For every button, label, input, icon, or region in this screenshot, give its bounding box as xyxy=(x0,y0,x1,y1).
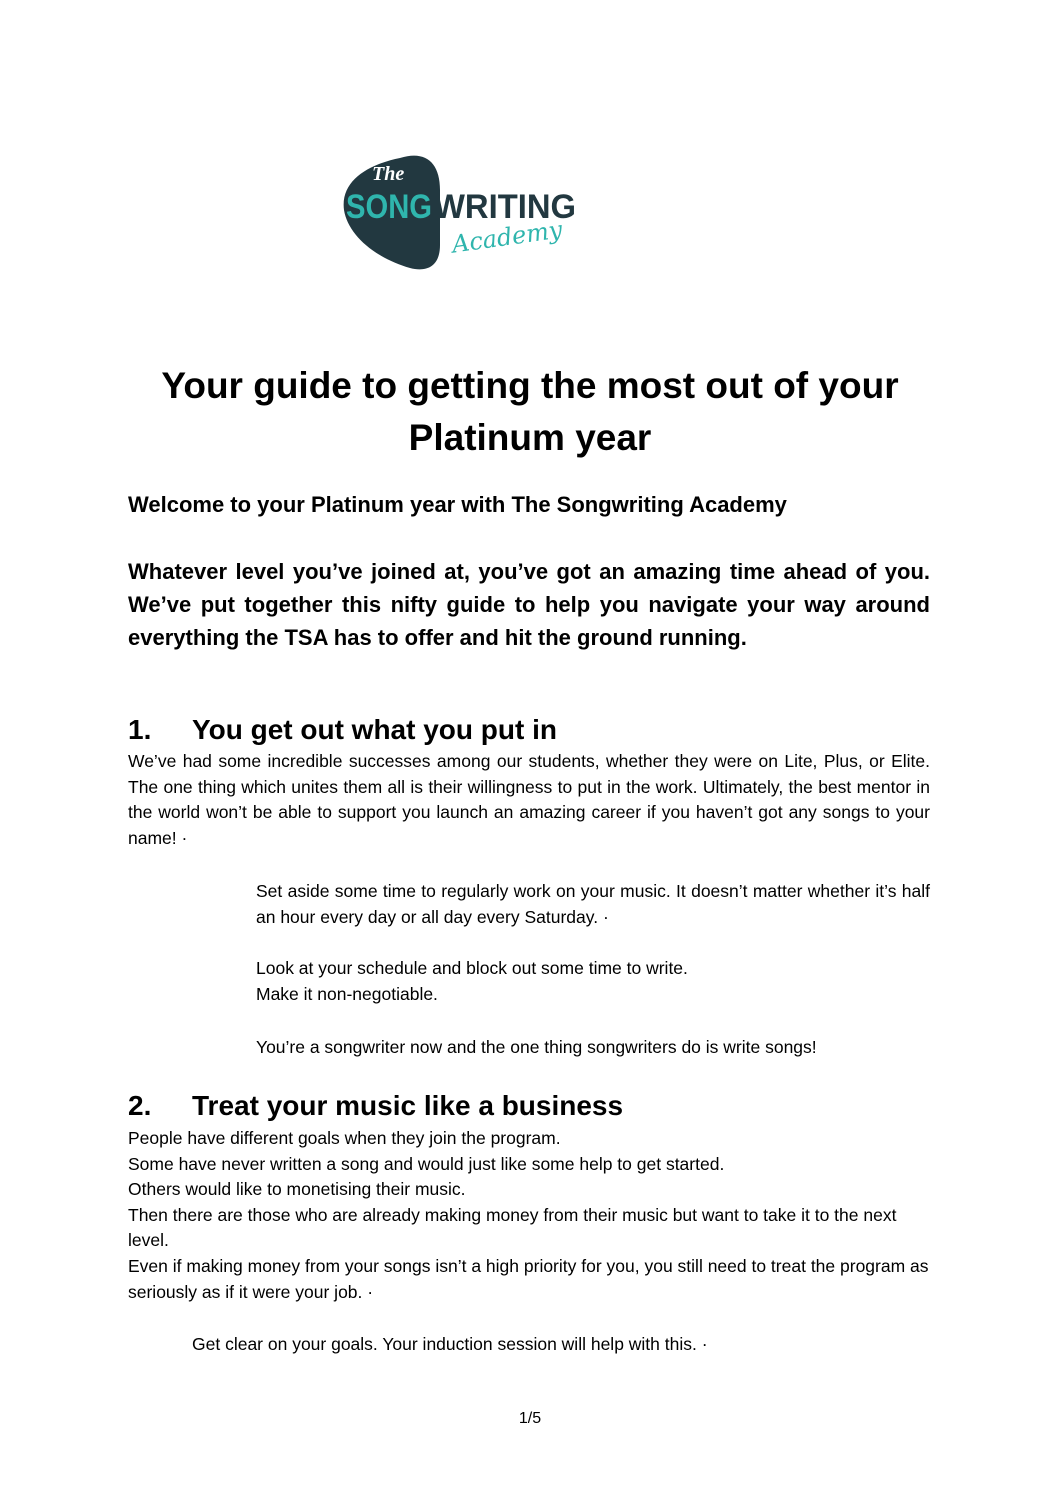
section-2-line: People have different goals when they join the program. xyxy=(128,1128,561,1148)
logo-the-text: The xyxy=(372,163,405,185)
page-number: 1/5 xyxy=(518,1410,542,1427)
section-1-heading xyxy=(128,713,557,747)
logo-writing-text: WRITING xyxy=(434,188,576,226)
songwriting-academy-logo xyxy=(340,150,590,275)
logo-badge-icon xyxy=(340,150,590,275)
section-1-number: 1. xyxy=(128,714,152,745)
section-2-line: Even if making money from your songs isn’t a high priority for you, you still need to treat the program as seriously as if it were your job. · xyxy=(128,1255,929,1302)
title-line-2: Platinum year xyxy=(408,417,652,458)
title-line-1: Your guide to getting the most out of your xyxy=(161,365,899,406)
welcome-line: Welcome to your Platinum year with The Songwriting Academy xyxy=(128,492,787,517)
section-2-title: Treat your music like a business xyxy=(192,1090,624,1121)
section-1-body: We’ve had some incredible successes among our students, whether they were on Lite, Plus, or Elite. The one thing which unites them all is their willingness to put in the work. Ultimately, the best mentor in the world won’t be able to support you launch an amazing career if you haven’t got any songs to your name! · xyxy=(128,751,930,848)
section-1-tip-1: Set aside some time to regularly work on your music. It doesn’t matter whether it’s half an hour every day or all day every Saturday. · xyxy=(256,881,930,927)
logo-song-text: SONG xyxy=(346,188,432,226)
section-1-tip-2-line-2: Make it non-negotiable. xyxy=(256,984,438,1004)
section-2-line: Then there are those who are already making money from their music but want to take it to the next level. xyxy=(128,1204,897,1251)
logo-academy-text: Academy xyxy=(450,215,565,259)
document-title xyxy=(100,360,960,464)
section-2-body xyxy=(128,1126,930,1305)
section-1-tip-3: You’re a songwriter now and the one thing songwriters do is write songs! xyxy=(256,1037,817,1057)
section-2-line: Others would like to monetising their music. xyxy=(128,1179,466,1200)
section-2-tip-1: Get clear on your goals. Your induction session will help with this. · xyxy=(192,1334,708,1354)
section-2-number: 2. xyxy=(128,1090,152,1121)
section-2-line: Some have never written a song and would just like some help to get started. xyxy=(128,1153,725,1174)
intro-paragraph: Whatever level you’ve joined at, you’ve got an amazing time ahead of you. We’ve put together this nifty guide to help you navigate your way around everything the TSA has to offer and hit the ground running. xyxy=(128,559,930,650)
section-2-heading xyxy=(128,1089,623,1123)
section-1-tip-2-line-1: Look at your schedule and block out some time to write. xyxy=(256,958,688,978)
section-1-title: You get out what you put in xyxy=(192,714,557,745)
